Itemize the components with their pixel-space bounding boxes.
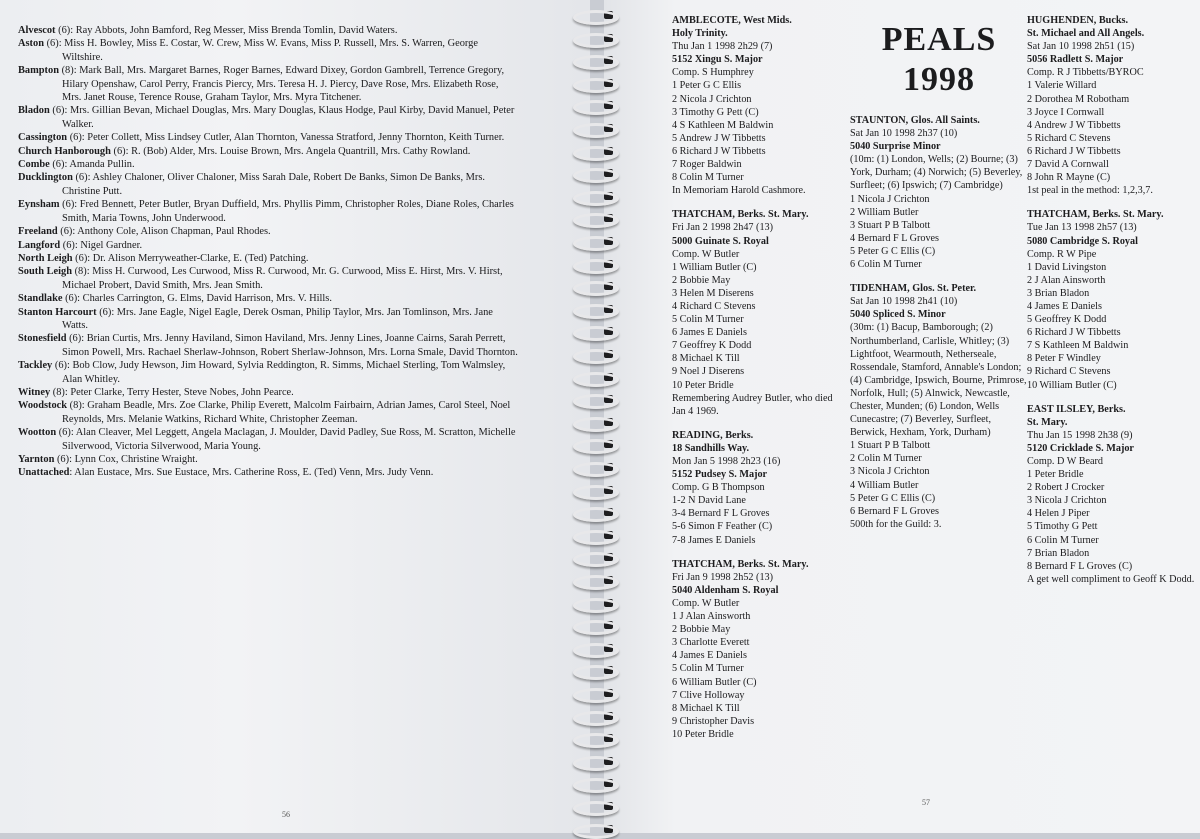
tower-name: Aston: [18, 38, 44, 50]
peal-footnote: 500th for the Guild: 3.: [850, 518, 942, 530]
member-names: (6): Miss H. Bowley, Miss E. Costar, W. Crew, Miss W. Evans, Miss P. Russell, Mrs. S. Warren, George Wiltshire.: [43, 38, 478, 63]
tower-name: South Leigh: [18, 266, 72, 278]
ringer: 1 Stuart P B Talbott: [850, 440, 931, 452]
ringer: 4 James E Daniels: [672, 650, 747, 662]
peal-composition: (10m: (1) London, Wells; (2) Bourne; (3) York, Durham; (4) Norwich; (5) Beverley, Surfleet; (6) Ipswich; (7) Cambridge): [850, 154, 1023, 192]
ringer: 8 Peter F Windley: [1027, 353, 1101, 365]
binding-coil: [570, 437, 616, 453]
peal-date: Mon Jan 5 1998 2h23 (16): [672, 456, 781, 467]
roll-entry: [18, 386, 518, 399]
peal-method: 5152 Pudsey S. Major: [672, 469, 768, 481]
tower-name: Unattached: [18, 467, 70, 479]
ringer: 3 Helen M Diserens: [672, 287, 754, 299]
binding-coil: [570, 76, 616, 92]
binding-ring: [573, 665, 619, 680]
tower-name: Alvescot: [18, 25, 56, 36]
member-names: (6): Mrs. Gillian Bevan, Michael Douglas, Mrs. Mary Douglas, Klaus Hodge, Paul Kirby, David Manuel, Peter Walker.: [49, 105, 515, 130]
peal-location: STAUNTON, Glos. All Saints.: [850, 115, 980, 126]
roll-entry: [18, 359, 518, 386]
binding-ring: [573, 688, 619, 703]
member-names: (6): R. (Bob) Alder, Mrs. Louise Brown, Mrs. Angela Quantrill, Mrs. Cathy Rowland.: [110, 145, 471, 157]
ringer: 1 Nicola J Crichton: [850, 193, 930, 205]
binding-coil: [570, 709, 616, 725]
ringer: 1 J Alan Ainsworth: [672, 611, 751, 623]
roll-entry: [18, 332, 518, 359]
ringer: 5-6 Simon F Feather (C): [672, 521, 773, 533]
ringer: 7 Roger Baldwin: [672, 159, 742, 171]
peal-date: Sat Jan 10 1998 2h41 (10): [850, 296, 958, 308]
tower-name: Bladon: [18, 105, 50, 117]
peals-title: [850, 20, 1028, 100]
peals-column-1: [672, 14, 847, 752]
ringer: 5 Andrew J W Tibbetts: [672, 132, 766, 144]
ringer: 8 Bernard F L Groves (C): [1027, 560, 1133, 572]
roll-entry: [18, 292, 518, 305]
peals-title-line2: 1998: [903, 61, 975, 98]
roll-entry: [18, 265, 518, 292]
binding-ring: [573, 778, 619, 793]
roll-entry: [18, 24, 518, 37]
binding-ring: [573, 598, 619, 613]
ringer: 5 Timothy G Pett: [1027, 521, 1098, 533]
page-number-left: 56: [282, 810, 290, 819]
binding-ring: [573, 281, 619, 296]
ringer: 3-4 Bernard F L Groves: [672, 508, 770, 520]
roll-entry: [18, 466, 518, 479]
ringer: 5 Peter G C Ellis (C): [850, 245, 936, 257]
tower-name: North Leigh: [18, 252, 73, 264]
peal-record: [672, 429, 847, 547]
peal-composition: (30m: (1) Bacup, Bamborough; (2) Northumberland, Carlisle, Whitley; (3) Lightfoot, Wearmouth, Netherseale, Rossendale, Stamford, Annable's London; (4) Cambridge, Ipswich, Bourne, Primrose, Norfolk, Hull; (5) Alnwick, Newcastle, Chester, Munden; (6) London, Wells Cunecastre; (7) Beverley, Surfleet, Berwick, Hexham, York, Durham): [850, 322, 1027, 439]
tower-name: Freeland: [18, 226, 58, 238]
ringer: 5 Peter G C Ellis (C): [850, 492, 936, 504]
ringer: 2 William Butler: [850, 206, 919, 218]
ringer: 5 Geoffrey K Dodd: [1027, 314, 1107, 326]
tower-name: Stanton Harcourt: [18, 306, 97, 318]
peal-location: EAST ILSLEY, Berks.: [1027, 403, 1126, 415]
peals-column-2: [850, 14, 1028, 542]
binding-ring: [573, 733, 619, 748]
binding-coil: [570, 596, 616, 612]
ringer: 5 Colin M Turner: [672, 314, 744, 326]
peal-location: READING, Berks.: [672, 429, 754, 441]
binding-coil: [570, 392, 616, 408]
peal-method: 5000 Guinate S. Royal: [672, 235, 769, 247]
ringer: 2 J Alan Ainsworth: [1027, 274, 1106, 286]
peal-location: St. Mary.: [1027, 416, 1068, 428]
left-page: [0, 0, 590, 833]
ringer: 2 Dorothea M Robotham: [1027, 93, 1130, 105]
binding-ring: [573, 372, 619, 387]
tower-name: Standlake: [18, 293, 63, 305]
binding-coil: [570, 528, 616, 544]
binding-ring: [573, 394, 619, 409]
ringer: 3 Timothy G Pett (C): [672, 106, 759, 118]
roll-entry: [18, 225, 518, 238]
peal-location: Holy Trinity.: [672, 28, 728, 40]
roll-entry: [18, 252, 518, 265]
ringer: 3 Stuart P B Talbott: [850, 219, 931, 231]
peal-location: TIDENHAM, Glos. St. Peter.: [850, 283, 977, 295]
roll-entry: [18, 171, 518, 198]
peal-method: 5040 Surprise Minor: [850, 141, 941, 153]
ringer: 4 S Kathleen M Baldwin: [672, 119, 774, 131]
binding-ring: [573, 236, 619, 251]
ringer: 7 Geoffrey K Dodd: [672, 340, 752, 352]
roll-entry: [18, 104, 518, 131]
binding-coil: [570, 279, 616, 295]
binding-coil: [570, 189, 616, 205]
binding-coil: [570, 121, 616, 137]
binding-ring: [573, 552, 619, 567]
member-names: (6): Bob Clow, Judy Hewson, Jim Howard, Sylvia Reddington, R. Simms, Michael Sterling, Tom Walmsley, Alan Whitley.: [52, 360, 506, 385]
spiral-binding: [570, 0, 618, 833]
roll-entry: [18, 453, 518, 466]
peal-method: 5040 Aldenham S. Royal: [672, 584, 779, 596]
ringer: 5 Richard C Stevens: [1027, 132, 1111, 144]
peal-footnote: In Memoriam Harold Cashmore.: [672, 185, 806, 197]
member-names: (6): Dr. Alison Merryweather-Clarke, E. (Ted) Patching.: [72, 252, 309, 264]
peal-record: [1027, 403, 1195, 586]
ringer: 4 William Butler: [850, 479, 919, 491]
ringer: 6 Colin M Turner: [850, 259, 922, 271]
ringer: 9 Christopher Davis: [672, 715, 755, 727]
binding-ring: [573, 711, 619, 726]
ringer: 10 Peter Bridle: [672, 728, 734, 740]
roll-entry: [18, 37, 518, 64]
binding-coil: [570, 234, 616, 250]
binding-ring: [573, 462, 619, 477]
ringer: 5 Colin M Turner: [672, 663, 744, 675]
binding-coil: [570, 302, 616, 318]
binding-ring: [573, 620, 619, 635]
peal-location: HUGHENDEN, Bucks.: [1027, 15, 1129, 26]
tower-name: Church Hanborough: [18, 145, 111, 157]
binding-ring: [573, 485, 619, 500]
binding-ring: [573, 168, 619, 183]
ringer: 6 Richard J W Tibbetts: [1027, 145, 1121, 157]
ringer: 1 Peter Bridle: [1027, 469, 1084, 481]
roll-entry: [18, 426, 518, 453]
peal-footnote: Remembering Audrey Butler, who died Jan 4 1969.: [672, 392, 833, 417]
peal-location: THATCHAM, Berks. St. Mary.: [1027, 209, 1164, 221]
tower-name: Tackley: [18, 360, 53, 372]
ringer: 4 Andrew J W Tibbetts: [1027, 119, 1121, 131]
peal-composition: Comp. R W Pipe: [1027, 248, 1097, 260]
binding-ring: [573, 824, 619, 839]
binding-coil: [570, 822, 616, 838]
binding-coil: [570, 460, 616, 476]
binding-ring: [573, 259, 619, 274]
tower-name: Combe: [18, 159, 50, 171]
tower-name: Ducklington: [18, 172, 73, 184]
binding-ring: [573, 756, 619, 771]
ringer: 3 Brian Bladon: [1027, 287, 1090, 299]
peal-location: St. Michael and All Angels.: [1027, 28, 1145, 40]
peal-date: Fri Jan 2 1998 2h47 (13): [672, 222, 774, 234]
tower-name: Eynsham: [18, 199, 60, 211]
ringer: 7 Brian Bladon: [1027, 547, 1090, 559]
ringer: 7 Clive Holloway: [672, 689, 745, 701]
binding-ring: [573, 507, 619, 522]
tower-name: Langford: [18, 239, 61, 251]
member-names: (8): Graham Beadle, Mrs. Zoe Clarke, Philip Everett, Malcolm Fairbairn, Adrian James, Carol Steel, Noel Reynolds, Mrs. Melanie Watkins, Richard White, Christopher Zeeman.: [62, 400, 511, 425]
peal-composition: Comp. D W Beard: [1027, 456, 1104, 467]
peal-date: Sat Jan 10 1998 2h51 (15): [1027, 41, 1135, 53]
binding-coil: [570, 731, 616, 747]
peal-date: Thu Jan 1 1998 2h29 (7): [672, 41, 773, 53]
right-page: [604, 0, 1200, 833]
ringer: 3 Joyce I Cornwall: [1027, 106, 1105, 118]
member-names: (8): Peter Clarke, Terry Hester, Steve Nobes, John Pearce.: [50, 386, 294, 398]
binding-coil: [570, 211, 616, 227]
binding-ring: [573, 213, 619, 228]
binding-coil: [570, 415, 616, 431]
binding-coil: [570, 483, 616, 499]
roll-entry: [18, 145, 518, 158]
ringer: 2 Nicola J Crichton: [672, 93, 752, 105]
tower-name: Yarnton: [18, 454, 55, 465]
roll-entry: [18, 158, 518, 171]
member-names: (8): Miss H. Curwood, Les Curwood, Miss R. Curwood, Mr. G. Curwood, Miss E. Hirst, Mrs. V. Hirst, Michael Probert, David Smith, Mrs. Jean Smith.: [62, 266, 503, 291]
binding-ring: [573, 55, 619, 70]
binding-ring: [573, 801, 619, 816]
ringer: 3 Nicola J Crichton: [850, 466, 930, 478]
member-names: (6): Ray Abbots, John Bamford, Reg Messer, Miss Brenda Tomlin, David Waters.: [55, 25, 398, 36]
peal-method: 5056 Radlett S. Major: [1027, 54, 1124, 66]
binding-coil: [570, 370, 616, 386]
peal-record: [672, 14, 847, 197]
roll-entry: [18, 306, 518, 333]
ringer: 1 David Livingston: [1027, 261, 1107, 273]
binding-coil: [570, 53, 616, 69]
peals-column-3: [1027, 14, 1195, 597]
binding-coil: [570, 641, 616, 657]
ringer: 6 William Butler (C): [672, 676, 757, 688]
ringer: 1 Peter G C Ellis: [672, 80, 742, 92]
binding-ring: [573, 530, 619, 545]
member-names: (6): Peter Collett, Miss Lindsey Cutler, Alan Thornton, Vanessa Stratford, Jenny Thornton, Keith Turner.: [67, 132, 505, 144]
ringer: 8 John R Mayne (C): [1027, 172, 1111, 184]
ringer: 6 Colin M Turner: [1027, 534, 1099, 546]
binding-coil: [570, 799, 616, 815]
tower-name: Wootton: [18, 427, 57, 439]
ringer: 9 Noel J Diserens: [672, 366, 745, 378]
peal-footnote: A get well compliment to Geoff K Dodd.: [1027, 573, 1195, 585]
roll-entry: [18, 239, 518, 252]
ringer: 2 Bobbie May: [672, 624, 731, 636]
peal-record: [850, 114, 1028, 271]
member-names: (6): Nigel Gardner.: [60, 239, 143, 251]
binding-coil: [570, 776, 616, 792]
peal-method: 5152 Xingu S. Major: [672, 54, 763, 66]
binding-ring: [573, 146, 619, 161]
peal-date: Thu Jan 15 1998 2h38 (9): [1027, 429, 1133, 441]
member-names: (6): Brian Curtis, Mrs. Jenny Haviland, Simon Haviland, Mrs. Jenny Lines, Joanne Cairns, Sarah Perrett, Simon Powell, Mrs. Rachael Sherlaw-Johnson, Robert Sherlaw-Johnson, Mrs. Lorna Smale, David Thornton.: [62, 333, 518, 358]
tower-name: Cassington: [18, 132, 68, 144]
roll-entry: [18, 399, 518, 426]
peal-record: [850, 282, 1028, 531]
peal-location: THATCHAM, Berks. St. Mary.: [672, 558, 809, 570]
peal-method: 5040 Spliced S. Minor: [850, 309, 946, 321]
roll-entry: [18, 131, 518, 144]
ringer: 3 Nicola J Crichton: [1027, 495, 1107, 507]
binding-coil: [570, 144, 616, 160]
roll-entry: [18, 64, 518, 104]
member-names: : Alan Eustace, Mrs. Sue Eustace, Mrs. Catherine Ross, E. (Ted) Venn, Mrs. Judy Venn.: [69, 467, 434, 479]
ringer: 2 Bobbie May: [672, 274, 731, 286]
ringer: 9 Richard C Stevens: [1027, 366, 1111, 378]
member-names: (6): Amanda Pullin.: [49, 159, 135, 171]
binding-coil: [570, 573, 616, 589]
ringer: 3 Charlotte Everett: [672, 637, 750, 649]
binding-coil: [570, 257, 616, 273]
binding-ring: [573, 191, 619, 206]
peal-method: 5120 Cricklade S. Major: [1027, 442, 1134, 454]
page-number-right: 57: [922, 798, 930, 807]
binding-coil: [570, 686, 616, 702]
binding-coil: [570, 31, 616, 47]
ringer: 10 William Butler (C): [1027, 379, 1117, 391]
ringer: 8 Michael K Till: [672, 702, 740, 714]
peal-method: 5080 Cambridge S. Royal: [1027, 235, 1138, 247]
tower-name: Stonesfield: [18, 333, 67, 345]
binding-ring: [573, 78, 619, 93]
ringer: 1-2 N David Lane: [672, 495, 746, 507]
peal-date: Sat Jan 10 1998 2h37 (10): [850, 128, 958, 140]
ringer: 6 Richard J W Tibbetts: [1027, 327, 1121, 339]
binding-coil: [570, 618, 616, 634]
ringer: 4 Bernard F L Groves: [850, 232, 940, 244]
peal-record: [672, 208, 847, 418]
peal-composition: Comp. W Butler: [672, 597, 740, 609]
binding-coil: [570, 166, 616, 182]
binding-coil: [570, 663, 616, 679]
ringer: 1 Valerie Willard: [1027, 80, 1097, 92]
binding-coil: [570, 8, 616, 24]
member-names: (6): Ashley Chaloner, Oliver Chaloner, Miss Sarah Dale, Robert De Banks, Simon De Banks, Mrs. Christine Putt.: [62, 172, 485, 197]
member-names: (6): Lynn Cox, Christine Wraight.: [54, 454, 198, 465]
ringer: 2 Colin M Turner: [850, 453, 922, 465]
member-names: (6): Charles Carrington, G. Elms, David Harrison, Mrs. V. Hills.: [62, 293, 332, 305]
peal-composition: Comp. R J Tibbetts/BYROC: [1027, 67, 1144, 79]
binding-ring: [573, 575, 619, 590]
tower-name: Bampton: [18, 65, 59, 77]
ringer: 2 Robert J Crocker: [1027, 482, 1105, 494]
ringer: 8 Michael K Till: [672, 353, 740, 365]
members-roll: [18, 24, 518, 480]
member-names: (6): Anthony Cole, Alison Chapman, Paul Rhodes.: [57, 226, 271, 238]
ringer: 6 James E Daniels: [672, 327, 747, 339]
binding-coil: [570, 347, 616, 363]
binding-ring: [573, 304, 619, 319]
ringer: 4 James E Daniels: [1027, 300, 1102, 312]
tower-name: Witney: [18, 386, 51, 398]
peal-composition: Comp. G B Thompson: [672, 482, 765, 494]
binding-coil: [570, 754, 616, 770]
ringer: 4 Helen J Piper: [1027, 508, 1090, 520]
peal-footnote: 1st peal in the method: 1,2,3,7.: [1027, 185, 1153, 197]
ringer: 10 Peter Bridle: [672, 379, 734, 391]
peal-location: AMBLECOTE, West Mids.: [672, 15, 792, 26]
binding-ring: [573, 123, 619, 138]
ringer: 7-8 James E Daniels: [672, 534, 756, 546]
peal-record: [672, 558, 847, 741]
ringer: 7 David A Cornwall: [1027, 159, 1109, 171]
peal-date: Tue Jan 13 1998 2h57 (13): [1027, 222, 1137, 234]
ringer: 4 Richard C Stevens: [672, 300, 756, 312]
binding-coil: [570, 550, 616, 566]
member-names: (6): Mrs. Jane Eagle, Nigel Eagle, Derek Osman, Philip Taylor, Mrs. Jan Tomlinson, Mrs. Jane Watts.: [62, 306, 493, 331]
binding-ring: [573, 417, 619, 432]
binding-ring: [573, 100, 619, 115]
peal-location: 18 Sandhills Way.: [672, 442, 750, 454]
peal-composition: Comp. W Butler: [672, 248, 740, 260]
peal-date: Fri Jan 9 1998 2h52 (13): [672, 571, 774, 583]
binding-coil: [570, 98, 616, 114]
binding-ring: [573, 10, 619, 25]
member-names: (6): Alan Cleaver, Mel Leggett, Angela Maclagan, J. Moulder, David Padley, Sue Ross, M. Scratton, Michelle Silverwood, Victoria Silverwood, Maria Young.: [56, 427, 516, 452]
binding-coil: [570, 505, 616, 521]
peal-record: [1027, 14, 1195, 197]
tower-name: Woodstock: [18, 400, 68, 412]
member-names: (6): Fred Bennett, Peter Butler, Bryan Duffield, Mrs. Phyllis Pimm, Christopher Roles, Diane Roles, Charles Smith, Maria Towns, John Underwood.: [59, 199, 514, 224]
ringer: 6 Bernard F L Groves: [850, 505, 940, 517]
roll-entry: [18, 198, 518, 225]
ringer: 6 Richard J W Tibbetts: [672, 145, 766, 157]
peal-record: [1027, 208, 1195, 391]
binding-coil: [570, 324, 616, 340]
binding-ring: [573, 349, 619, 364]
ringer: 7 S Kathleen M Baldwin: [1027, 340, 1129, 352]
ringer: 8 Colin M Turner: [672, 172, 744, 184]
binding-ring: [573, 326, 619, 341]
peals-title-line1: PEALS: [881, 21, 997, 58]
member-names: (8): Mark Ball, Mrs. Margaret Barnes, Roger Barnes, Edward Dixey, Gordon Gambrell, Terrence Gregory, Hilary Openshaw, Carol Perry, Francis Piercy, Mrs. Teresa H. J. Piercy, Dave Rose, Mrs. Elizabeth Rose, Mrs. Janet Rouse, Terence Rouse, Graham Taylor, Mrs. Myra Titchener.: [59, 65, 505, 104]
binding-ring: [573, 439, 619, 454]
peal-location: THATCHAM, Berks. St. Mary.: [672, 209, 809, 221]
binding-ring: [573, 643, 619, 658]
peal-composition: Comp. S Humphrey: [672, 67, 754, 79]
ringer: 1 William Butler (C): [672, 261, 757, 273]
binding-ring: [573, 33, 619, 48]
